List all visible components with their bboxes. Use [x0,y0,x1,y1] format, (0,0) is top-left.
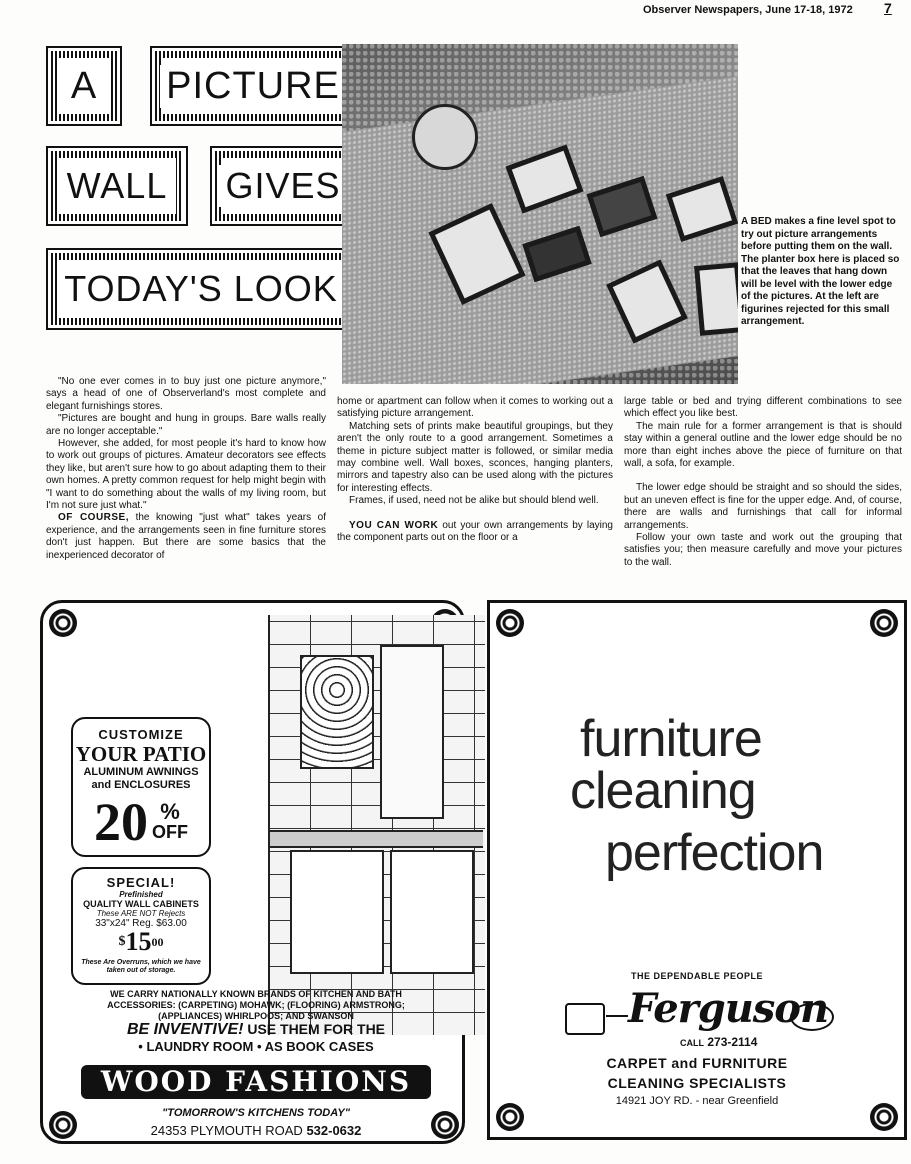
coupon-customize: CUSTOMIZE [98,727,184,742]
paragraph: However, she added, for most people it's hard to know how to work out groups of pictures. Amateur decorators see effects they like, but aren't sure how to go about adapting them to their own homes. A pretty common request for help might begin with "I want to do something about the walls of my living room, but I'm not sure just what." [46,438,326,512]
flower-ornament-icon [496,1103,524,1131]
ferguson-logo: Ferguson [628,985,829,1032]
article-column-2 [337,396,613,544]
article-column-3 [624,396,902,569]
brands-text: WE CARRY NATIONALLY KNOWN BRANDS OF KITCHEN AND BATH ACCESSORIES: (CARPETING) MOHAWK; (FLOORING) ARMSTRONG; (APPLIANCES) WHIRLPOOS; AND SWANSON [107,989,405,1021]
uses-line: • LAUNDRY ROOM • AS BOOK CASES [138,1039,374,1054]
paragraph: Follow your own taste and work out the grouping that satisfies you; then measure carefully and move your pictures to the wall. [624,532,902,568]
paragraph: home or apartment can follow when it comes to working out a satisfying picture arrangement. [337,396,613,420]
paragraph: "No one ever comes in to buy just one picture anymore," says a head of one of Observerland's most complete and elegant furnishings stores. [46,376,326,412]
special-heading: SPECIAL! [106,875,176,890]
flower-ornament-icon [870,1103,898,1131]
flower-ornament-icon [496,609,524,637]
headline-word-todays-look: TODAY'S LOOK [46,248,356,330]
be-inventive-line: BE INVENTIVE! USE THEM FOR THE [126,1021,386,1038]
slogan-perfection: perfection [605,824,824,882]
speed-line-icon [606,1015,628,1017]
special-cabinets: QUALITY WALL CABINETS [83,899,199,909]
patio-coupon [71,717,211,857]
wood-fashions-ad [40,600,465,1144]
paragraph: large table or bed and trying different combinations to see which effect you like best. [624,396,902,420]
van-icon [565,1003,605,1035]
headline-word-a: A [46,46,122,126]
subhead-lead: OF COURSE, [58,512,130,524]
price-whole: 15 [125,927,152,956]
seal-icon [790,1003,834,1031]
slogan-cleaning: cleaning [570,762,756,820]
phone-line: CALL 273-2114 [680,1035,758,1049]
special-coupon [71,867,211,985]
specialists-line-1: CARPET and FURNITURE [606,1055,788,1071]
flower-ornament-icon [49,1111,77,1139]
special-prefinished: Prefinished [119,890,163,899]
paragraph: YOU CAN WORK out your own arrangements by laying the component parts out on the floor or a [337,519,613,544]
page-number: 7 [884,0,892,16]
flower-ornament-icon [49,609,77,637]
flower-ornament-icon [870,609,898,637]
flower-ornament-icon [431,1111,459,1139]
discount-off: OFF [152,822,188,842]
tagline: THE DEPENDABLE PEOPLE [630,971,764,981]
wood-fashions-logo: WOOD FASHIONS [81,1065,431,1099]
coupon-your-patio: YOUR PATIO [75,742,207,766]
coupon-enclosures: and ENCLOSURES [91,779,191,791]
page-folio: Observer Newspapers, June 17-18, 1972 [643,4,853,16]
paragraph: The lower edge should be straight and so should the sides, but an uneven effect is fine for the upper edge. And, of course, there are walls and furnishings that call for informal arrangements. [624,482,902,531]
paragraph: The main rule for a former arrangement is that is should stay within a general outline and the lower edge should be no more than eight inches above the piece of furniture on that wall, a sofa, for example. [624,420,902,470]
paragraph: Matching sets of prints make beautiful groupings, but they aren't the only route to a good arrangement. Sometimes a theme in picture subject matter is followed, or similar media may combine well. Wall boxes, sconces, hanging planters, mirrors and tapestry also can be used along with the pictures for interesting effects. [337,420,613,494]
slogan: "TOMORROW'S KITCHENS TODAY" [162,1107,350,1119]
paragraph: Frames, if used, need not be alike but should blend well. [349,495,599,507]
price-cents: 00 [151,935,164,949]
specialists-line-2: CLEANING SPECIALISTS [607,1075,787,1091]
bed-arrangement-photo [342,44,738,384]
ferguson-ad [487,600,907,1140]
subhead-lead: YOU CAN WORK [349,519,439,531]
headline-word-gives: GIVES [210,146,356,226]
kitchen-illustration [268,615,485,1035]
article-column-1 [46,376,326,562]
discount-number: 20 [94,792,148,852]
photo-caption: A BED makes a fine level spot to try out picture arrangements before putting them on the wall. The planter box here is placed so that the leaves that hang down will be level with the lower edge of the pictures. At the left are figurines rejected for this small arrangement. [741,216,900,327]
headline-word-picture: PICTURE [150,46,356,126]
price-dollar: $ [118,934,126,949]
special-overruns: These Are Overruns, which we have taken out of storage. [81,959,201,974]
special-not-rejects: These ARE NOT Rejects [96,909,186,918]
paragraph: "Pictures are bought and hung in groups. Bare walls really are no longer acceptable." [46,413,326,437]
slogan-furniture: furniture [580,710,762,768]
coupon-awnings: ALUMINUM AWNINGS [83,766,199,778]
ferguson-address: 14921 JOY RD. - near Greenfield [615,1095,779,1107]
paragraph: OF COURSE, the knowing "just what" takes years of experience, and the arrangements seen in fine furniture stores don't just happen. But there are some basics that the inexperienced decorator of [46,512,326,561]
headline-word-wall: WALL [46,146,188,226]
special-size-reg: 33"x24" Reg. $63.00 [95,918,187,929]
discount-percent: % [160,799,180,824]
address-line: 24353 PLYMOUTH ROAD 532-0632 [150,1123,362,1138]
